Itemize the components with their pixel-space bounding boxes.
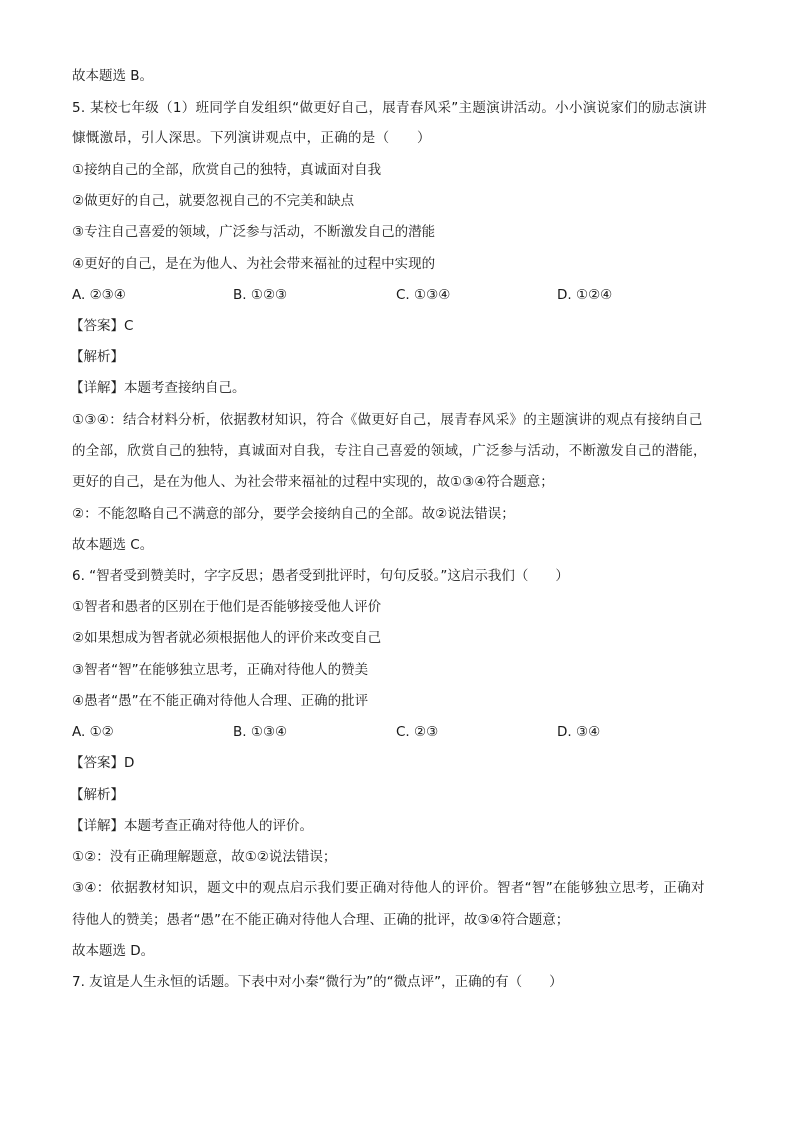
q5-statement-3: ③专注自己喜爱的领域，广泛参与活动，不断激发自己的潜能 [72, 224, 436, 240]
q6-explain-line-3: 待他人的赞美；愚者“愚”在不能正确对待他人合理、正确的批评，故③④符合题意； [72, 912, 570, 928]
q4-conclusion: 故本题选 B。 [72, 68, 154, 84]
q5-option-a: A. ②③④ [72, 287, 126, 303]
q5-statement-1: ①接纳自己的全部，欣赏自己的独特，真诚面对自我 [72, 162, 382, 178]
q5-answer: 【答案】C [70, 318, 134, 334]
q5-explain-line-4: ②：不能忽略自己不满意的部分，要学会接纳自己的全部。故②说法错误； [72, 506, 515, 522]
q5-stem-line-2: 慷慨激昂，引人深思。下列演讲观点中，正确的是（ ） [72, 130, 431, 146]
q6-statement-2: ②如果想成为智者就必须根据他人的评价来改变自己 [72, 630, 382, 646]
q6-statement-3: ③智者“智”在能够独立思考，正确对待他人的赞美 [72, 662, 369, 678]
q5-statement-4: ④更好的自己，是在为他人、为社会带来福祉的过程中实现的 [72, 256, 436, 272]
q5-explain-line-1: ①③④：结合材料分析，依据教材知识，符合《做更好自己，展青春风采》的主题演讲的观点有接纳自己 [72, 412, 703, 428]
q6-conclusion: 故本题选 D。 [72, 943, 155, 959]
q6-option-a: A. ①② [72, 724, 114, 740]
q6-explain-line-1: ①②：没有正确理解题意，故①②说法错误； [72, 849, 337, 865]
q6-answer: 【答案】D [70, 755, 135, 771]
q5-stem-line-1: 5. 某校七年级（1）班同学自发组织“做更好自己，展青春风采”主题演讲活动。小小演说家们的励志演讲 [72, 100, 707, 116]
q5-analysis-label: 【解析】 [70, 349, 124, 365]
q6-analysis-label: 【解析】 [70, 787, 124, 803]
q5-conclusion: 故本题选 C。 [72, 537, 154, 553]
q6-stem: 6. “智者受到赞美时，字字反思；愚者受到批评时，句句反驳。”这启示我们（ ） [72, 568, 569, 584]
q5-explain-line-2: 的全部，欣赏自己的独特，真诚面对自我，专注自己喜爱的领域，广泛参与活动，不断激发自己的潜能， [72, 443, 707, 459]
q6-detail: 【详解】本题考查正确对待他人的评价。 [70, 818, 313, 834]
q6-statement-1: ①智者和愚者的区别在于他们是否能够接受他人评价 [72, 599, 382, 615]
q6-explain-line-2: ③④：依据教材知识，题文中的观点启示我们要正确对待他人的评价。智者“智”在能够独立思考，正确对 [72, 880, 705, 896]
q6-statement-4: ④愚者“愚”在不能正确对待他人合理、正确的批评 [72, 693, 369, 709]
q5-statement-2: ②做更好的自己，就要忽视自己的不完美和缺点 [72, 193, 355, 209]
q5-option-b: B. ①②③ [233, 287, 288, 303]
q6-option-c: C. ②③ [396, 724, 439, 740]
q5-detail: 【详解】本题考查接纳自己。 [70, 380, 246, 396]
q6-option-b: B. ①③④ [233, 724, 288, 740]
q5-option-c: C. ①③④ [396, 287, 451, 303]
q7-stem: 7. 友谊是人生永恒的话题。下表中对小秦“微行为”的“微点评”，正确的有（ ） [72, 974, 563, 990]
q6-option-d: D. ③④ [557, 724, 601, 740]
q5-option-d: D. ①②④ [557, 287, 613, 303]
q5-explain-line-3: 更好的自己，是在为他人、为社会带来福祉的过程中实现的，故①③④符合题意； [72, 474, 554, 490]
